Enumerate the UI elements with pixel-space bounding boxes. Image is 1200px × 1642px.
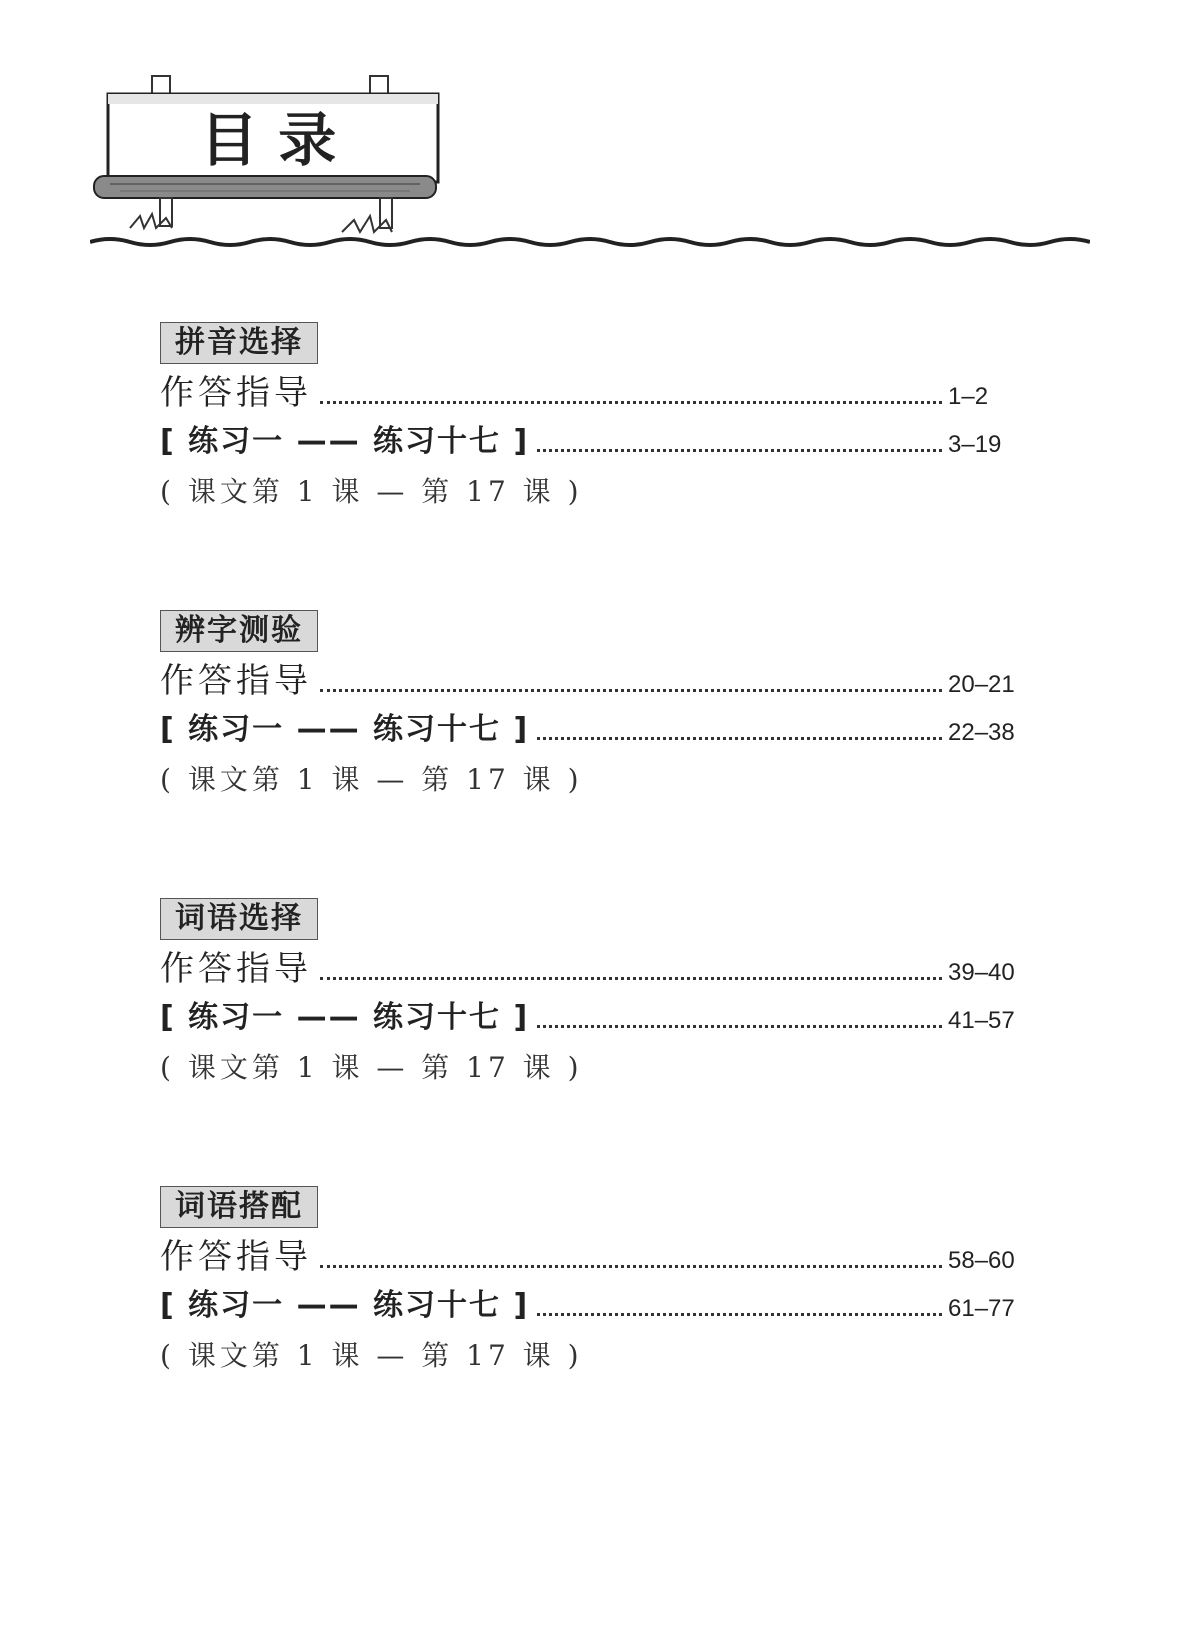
toc-entry-exercises[interactable] <box>160 424 1020 460</box>
lesson-range-note: ( 课文第 1 课 — 第 17 课 ) <box>160 475 583 508</box>
entry-title: [ 练习一 —— 练习十七 ] <box>160 424 530 459</box>
page-range: 39–40 <box>948 959 1015 986</box>
toc-entry-guide[interactable] <box>160 1237 1020 1277</box>
entry-title: 作答指导 <box>160 661 312 701</box>
lesson-range-note: ( 课文第 1 课 — 第 17 课 ) <box>160 1051 583 1084</box>
page-range: 61–77 <box>948 1295 1015 1322</box>
toc-entry-exercises[interactable] <box>160 1288 1020 1324</box>
page-range: 41–57 <box>948 1007 1015 1034</box>
section-character-test <box>160 610 1020 798</box>
toc-entry-exercises[interactable] <box>160 712 1020 748</box>
section-word-matching <box>160 1186 1020 1374</box>
toc-entry-guide[interactable] <box>160 661 1020 701</box>
dot-leader <box>320 401 942 404</box>
dot-leader <box>320 977 942 980</box>
toc-entry-exercises[interactable] <box>160 1000 1020 1036</box>
page-range: 20–21 <box>948 671 1015 698</box>
page-range: 58–60 <box>948 1247 1015 1274</box>
entry-title: [ 练习一 —— 练习十七 ] <box>160 1288 530 1323</box>
entry-title: 作答指导 <box>160 1237 312 1277</box>
section-label: 拼音选择 <box>160 322 318 364</box>
lesson-range-note: ( 课文第 1 课 — 第 17 课 ) <box>160 1339 583 1372</box>
entry-title: [ 练习一 —— 练习十七 ] <box>160 1000 530 1035</box>
entry-title: 作答指导 <box>160 949 312 989</box>
dot-leader <box>537 737 942 740</box>
dot-leader <box>320 689 942 692</box>
page-range: 22–38 <box>948 719 1015 746</box>
entry-title: [ 练习一 —— 练习十七 ] <box>160 712 530 747</box>
dot-leader <box>320 1265 942 1268</box>
toc-entry-guide[interactable] <box>160 373 1020 413</box>
contents-title: 目 录 <box>200 106 337 174</box>
section-word-choice <box>160 898 1020 1086</box>
page-range: 3–19 <box>948 431 1002 458</box>
contents-sign <box>90 72 1090 272</box>
dot-leader <box>537 1025 942 1028</box>
section-label: 词语搭配 <box>160 1186 318 1228</box>
page-range: 1–2 <box>948 383 989 410</box>
section-pinyin <box>160 322 1020 510</box>
dot-leader <box>537 449 942 452</box>
dot-leader <box>537 1313 942 1316</box>
section-label: 词语选择 <box>160 898 318 940</box>
section-label: 辨字测验 <box>160 610 318 652</box>
lesson-range-note: ( 课文第 1 课 — 第 17 课 ) <box>160 763 583 796</box>
toc-entry-guide[interactable] <box>160 949 1020 989</box>
entry-title: 作答指导 <box>160 373 312 413</box>
